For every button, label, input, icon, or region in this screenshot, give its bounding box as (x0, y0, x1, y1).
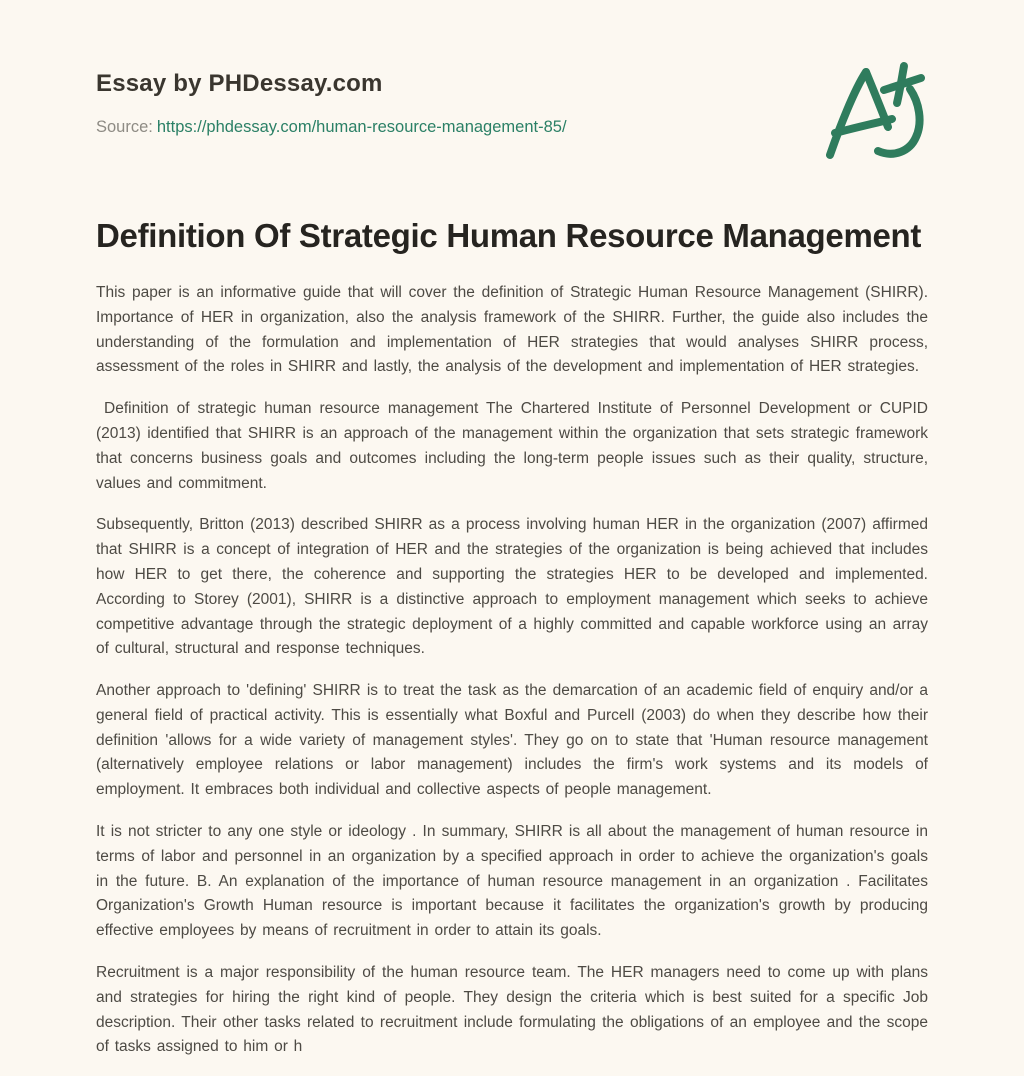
source-line (96, 118, 928, 137)
essay-paragraph: Another approach to 'defining' SHIRR is to treat the task as the demarcation of an academic field of enquiry and/or a general field of practical activity. This is essentially what Boxful and Purcell (2003) do when they describe how their definition 'allows for a wide variety of management styles'. They go on to state that 'Human resource management (alternatively employee relations or labor management) includes the firm's work systems and its models of employment. It embraces both individual and collective aspects of people management. (96, 682, 928, 799)
essay-paragraph: Subsequently, Britton (2013) described SHIRR as a process involving human HER in the organization (2007) affirmed that SHIRR is a concept of integration of HER and the strategies of the organization is being achieved that includes how HER to get there, the coherence and supporting the strategies HER to be developed and implemented. According to Storey (2001), SHIRR is a distinctive approach to employment management which seeks to achieve competitive advantage through the strategic deployment of a highly committed and capable workforce using an array of cultural, structural and response techniques. (96, 516, 928, 658)
logo-a-left-stroke (830, 72, 866, 155)
source-url-link[interactable]: https://phdessay.com/human-resource-management-85/ (156, 118, 567, 136)
essay-paragraph: Recruitment is a major responsibility of the human resource team. The HER managers need to come up with plans and strategies for hiring the right kind of people. They design the criteria which is best suited for a specific Job description. Their other tasks related to recruitment include formulating the obligations of an employee and the scope of tasks assigned to him or h (96, 964, 928, 1056)
essay-paragraph: Definition of strategic human resource management The Chartered Institute of Personnel Development or CUPID (2013) identified that SHIRR is an approach of the management within the organization that sets strategic framework that concerns business goals and outcomes including the long-term people issues such as their quality, structure, values and commitment. (96, 400, 928, 492)
brand-heading: Essay by PHDessay.com (96, 70, 383, 97)
essay-paragraph: This paper is an informative guide that will cover the definition of Strategic Human Resource Management (SHIRR). Importance of HER in organization, also the analysis framework of the SHIRR. Further, the guide also includes the understanding of the formulation and implementation of HER strategies that would analyses SHIRR process, assessment of the roles in SHIRR and lastly, the analysis of the development and implementation of HER strategies. (96, 283, 928, 376)
essay-body (96, 281, 928, 1060)
source-label: Source: (96, 118, 153, 136)
logo-plus-horizontal-stroke (884, 78, 921, 90)
phdessay-a-plus-logo (826, 58, 926, 160)
essay-paragraph: It is not stricter to any one style or ideology . In summary, SHIRR is all about the management of human resource in terms of labor and personnel in an organization by a specified approach in order to achieve the organization's goals in the future. B. An explanation of the importance of human resource management in an organization . Facilitates Organization's Growth Human resource is important because it facilitates the organization's growth by producing effective employees by means of recruitment in order to attain its goals. (96, 823, 928, 940)
article-title: Definition Of Strategic Human Resource Management (96, 217, 922, 254)
